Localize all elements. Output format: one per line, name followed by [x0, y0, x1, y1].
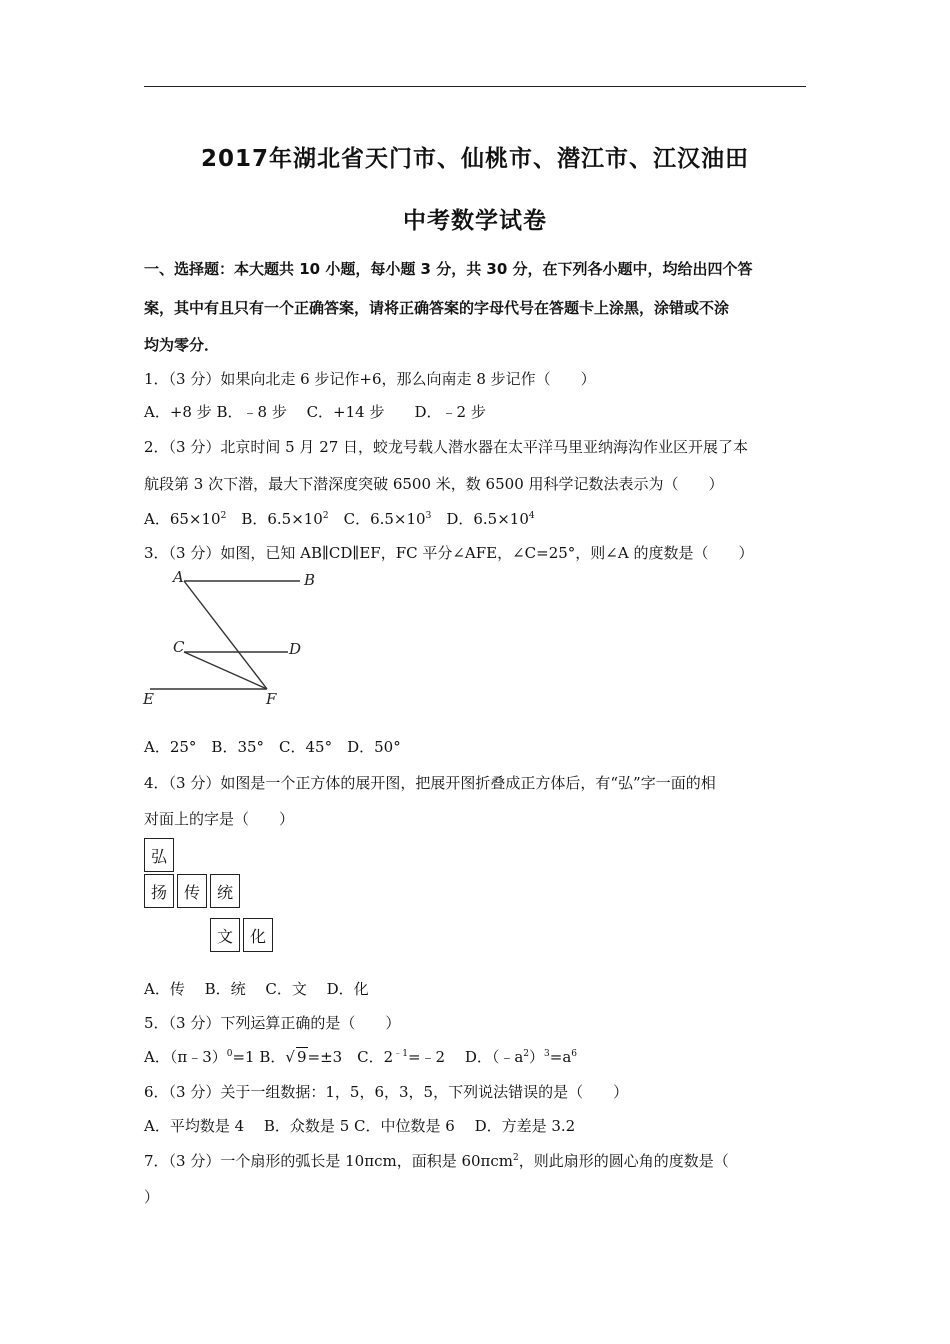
q6-options: A．平均数是 4 B．众数是 5 C．中位数是 6 D．方差是 3.2: [144, 1117, 576, 1135]
label-a: A: [173, 568, 184, 586]
net-cell-3: 传: [177, 874, 207, 908]
label-f: F: [266, 690, 277, 708]
q5-c-sup: ﹣1: [393, 1049, 408, 1059]
q2-exp-a: 2: [220, 511, 227, 521]
label-e: E: [143, 690, 154, 708]
net-cell-5: 文: [210, 918, 240, 952]
q2-option-a: A．65×10: [144, 510, 221, 528]
q2-options: [144, 508, 806, 529]
q2-exp-d: 4: [528, 511, 535, 521]
net-cell-1: 弘: [144, 838, 174, 872]
q6-stem: 6．（3 分）关于一组数据：1，5，6，3，5，下列说法错误的是（ ）: [144, 1083, 629, 1101]
q3-options: A．25° B．35° C．45° D．50°: [144, 738, 401, 756]
q5-a-sup: 0: [226, 1049, 233, 1059]
q5-d-text-3: =a: [549, 1048, 572, 1066]
q4-stem-1: 4．（3 分）如图是一个正方体的展开图，把展开图折叠成正方体后，有“弘”字一面的相: [144, 774, 716, 792]
q5-d-sup-2: 3: [544, 1049, 550, 1059]
title-line-1: 2017年湖北省天门市、仙桃市、潜江市、江汉油田: [200, 146, 749, 172]
net-cell-4: 统: [210, 874, 240, 908]
q1-options: A．+8 步 B．﹣8 步 C．+14 步 D．﹣2 步: [144, 403, 486, 421]
q5-c-text: =±3 C．2: [307, 1048, 394, 1066]
top-rule: [144, 86, 806, 87]
q2-option-d: D．6.5×10: [431, 510, 529, 528]
q2-option-c: C．6.5×10: [328, 510, 426, 528]
q2-stem-1: 2．（3 分）北京时间 5 月 27 日，蛟龙号载人潜水器在太平洋马里亚纳海沟作业区开展了本: [144, 438, 749, 456]
segment-cf: [184, 652, 267, 689]
label-c: C: [173, 638, 185, 656]
net-cell-2: 扬: [144, 874, 174, 908]
q5-stem: 5．（3 分）下列运算正确的是（ ）: [144, 1014, 401, 1032]
q7-stem-sup: 2: [513, 1153, 519, 1163]
q2-exp-c: 3: [425, 511, 432, 521]
q5-options: [144, 1046, 806, 1067]
q5-d-text-2: ）: [529, 1048, 545, 1066]
q7-stem-1a: 7．（3 分）一个扇形的弧长是 10πcm，面积是 60πcm: [144, 1152, 514, 1170]
q3-stem: 3．（3 分）如图，已知 AB∥CD∥EF，FC 平分∠AFE，∠C=25°，则∠A 的度数是（ ）: [144, 544, 754, 562]
q5-d-sup-1: 2: [523, 1049, 530, 1059]
q2-option-b: B．6.5×10: [226, 510, 323, 528]
label-b: B: [304, 571, 316, 589]
q7-stem-1: [144, 1150, 806, 1171]
q2-stem-2: 航段第 3 次下潜，最大下潜深度突破 6500 米，数 6500 用科学记数法表示为（ ）: [144, 475, 724, 493]
q5-d-text: =﹣2 D．（﹣a: [407, 1048, 524, 1066]
q7-stem-2: ）: [144, 1188, 160, 1206]
q5-b-text: =1 B．: [232, 1048, 286, 1066]
title-line-2: 中考数学试卷: [403, 208, 547, 234]
parallel-lines-figure: [140, 566, 330, 716]
section-heading-2: 案，其中有且只有一个正确答案，请将正确答案的字母代号在答题卡上涂黑，涂错或不涂: [144, 299, 730, 317]
section-heading-3: 均为零分．: [144, 336, 220, 354]
label-d: D: [289, 640, 302, 658]
q5-d-sup-3: 6: [571, 1049, 578, 1059]
q2-exp-b: 2: [322, 511, 329, 521]
sqrt-icon: √: [285, 1048, 295, 1066]
q1-stem: 1．（3 分）如果向北走 6 步记作+6，那么向南走 8 步记作（ ）: [144, 370, 596, 388]
segment-af: [184, 581, 267, 689]
section-heading-1: 一、选择题：本大题共 10 小题，每小题 3 分，共 30 分，在下列各小题中，均给出四个答: [144, 260, 753, 278]
q4-options: A．传 B．统 C．文 D．化: [144, 980, 369, 998]
net-cell-6: 化: [243, 918, 273, 952]
q5-sqrt-value: 9: [296, 1048, 307, 1066]
q7-stem-1b: ，则此扇形的圆心角的度数是（: [518, 1152, 729, 1170]
q5-a-text: A．（π﹣3）: [144, 1048, 227, 1066]
q4-stem-2: 对面上的字是（ ）: [144, 810, 295, 828]
